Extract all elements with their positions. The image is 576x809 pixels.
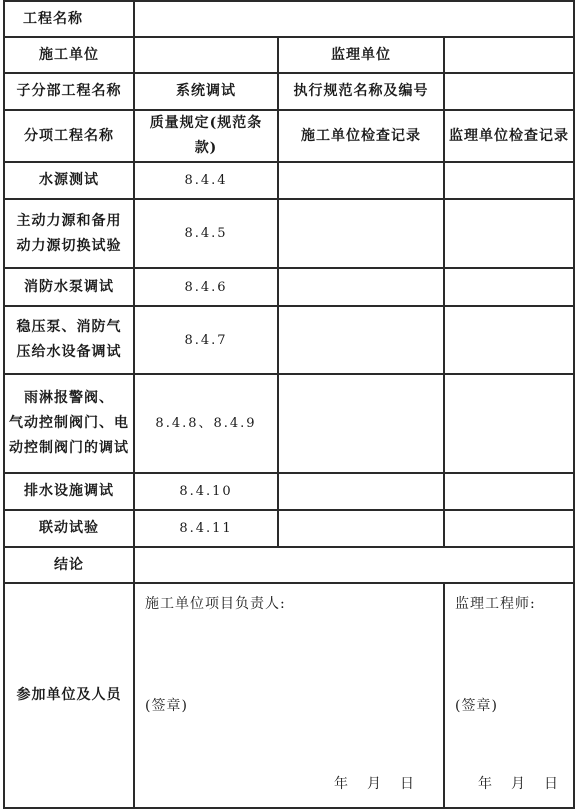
supervisor-sign-title: 监理工程师:: [455, 596, 536, 612]
item-name: [4, 473, 134, 510]
item-clause: 8.4.4: [134, 162, 278, 199]
table-row: [4, 162, 574, 199]
item-clause: 8.4.5: [134, 199, 278, 268]
item-name-line: 气动控制阀门、电: [9, 415, 129, 431]
header-contractor-record: 施工单位检查记录: [278, 110, 444, 162]
conclusion-row: [4, 547, 574, 583]
item-clause: 8.4.6: [134, 268, 278, 306]
header-quality: 质量规定(规范条款): [134, 110, 278, 162]
contractor-sign-date: [316, 772, 415, 797]
header-supervisor-record: 监理单位检查记录: [444, 110, 574, 162]
table-row: [4, 306, 574, 374]
table-row: [4, 268, 574, 306]
item-clause: 8.4.7: [134, 306, 278, 374]
item-name-line: 动控制阀门的调试: [9, 440, 129, 456]
conclusion-value[interactable]: [134, 547, 574, 583]
contractor-value[interactable]: [134, 37, 278, 73]
inspection-table: [3, 0, 575, 809]
date-year: 年: [334, 776, 349, 792]
item-clause: 8.4.11: [134, 510, 278, 547]
contractor-record-cell[interactable]: [278, 162, 444, 199]
contractor-record-cell[interactable]: [278, 306, 444, 374]
supervisor-sign-date: [460, 772, 559, 797]
date-year: 年: [478, 776, 494, 792]
participants-label: 参加单位及人员: [4, 583, 134, 808]
table-row: [4, 199, 574, 268]
item-name: [4, 510, 134, 547]
project-name-label: 工程名称: [4, 1, 134, 37]
contractor-sign-block[interactable]: [134, 583, 444, 808]
supervisor-record-cell[interactable]: [444, 473, 574, 510]
supervisor-sign-block[interactable]: [444, 583, 574, 808]
table-row: [4, 374, 574, 473]
item-name-line: 联动试验: [39, 520, 99, 536]
supervisor-record-cell[interactable]: [444, 374, 574, 473]
item-name-line: 消防水泵调试: [24, 278, 114, 295]
item-name: [4, 162, 134, 199]
contractor-label: 施工单位: [4, 37, 134, 73]
item-clause: 8.4.8、8.4.9: [134, 374, 278, 473]
participants-row: [4, 583, 574, 808]
subdivision-row: [4, 73, 574, 110]
supervisor-record-cell[interactable]: [444, 510, 574, 547]
item-name-line: 主动力源和备用: [16, 212, 122, 229]
item-name: [4, 268, 134, 306]
project-name-value[interactable]: [134, 1, 574, 37]
contractor-record-cell[interactable]: [278, 268, 444, 306]
contractor-seal: (签章): [145, 698, 188, 714]
item-name-line: 排水设施调试: [24, 483, 114, 499]
item-name: [4, 306, 134, 374]
supervisor-record-cell[interactable]: [444, 199, 574, 268]
item-name-line: 稳压泵、消防气: [16, 319, 122, 335]
item-name-line: 压给水设备调试: [16, 344, 122, 360]
contractor-record-cell[interactable]: [278, 510, 444, 547]
item-clause: 8.4.10: [134, 473, 278, 510]
table-row: [4, 473, 574, 510]
table-row: [4, 510, 574, 547]
standard-label: 执行规范名称及编号: [278, 73, 444, 110]
item-name-line: 水源测试: [39, 172, 99, 188]
contractor-row: [4, 37, 574, 73]
supervisor-unit-value[interactable]: [444, 37, 574, 73]
supervisor-record-cell[interactable]: [444, 268, 574, 306]
contractor-record-cell[interactable]: [278, 473, 444, 510]
date-day: 日: [544, 776, 560, 792]
standard-value[interactable]: [444, 73, 574, 110]
date-month: 月: [511, 776, 527, 792]
header-row: [4, 110, 574, 162]
project-name-row: [4, 1, 574, 37]
contractor-record-cell[interactable]: [278, 374, 444, 473]
supervisor-record-cell[interactable]: [444, 306, 574, 374]
subdivision-label: 子分部工程名称: [4, 73, 134, 110]
item-name-line: 雨淋报警阀、: [24, 390, 114, 406]
supervisor-unit-label: 监理单位: [278, 37, 444, 73]
subdivision-value: 系统调试: [134, 73, 278, 110]
contractor-sign-title: 施工单位项目负责人:: [145, 596, 286, 612]
item-name: [4, 374, 134, 473]
supervisor-record-cell[interactable]: [444, 162, 574, 199]
item-name-line: 动力源切换试验: [16, 237, 122, 254]
item-name: [4, 199, 134, 268]
conclusion-label: 结论: [4, 547, 134, 583]
date-month: 月: [367, 776, 382, 792]
contractor-record-cell[interactable]: [278, 199, 444, 268]
supervisor-seal: (签章): [455, 698, 498, 714]
date-day: 日: [400, 776, 415, 792]
header-item: 分项工程名称: [4, 110, 134, 162]
